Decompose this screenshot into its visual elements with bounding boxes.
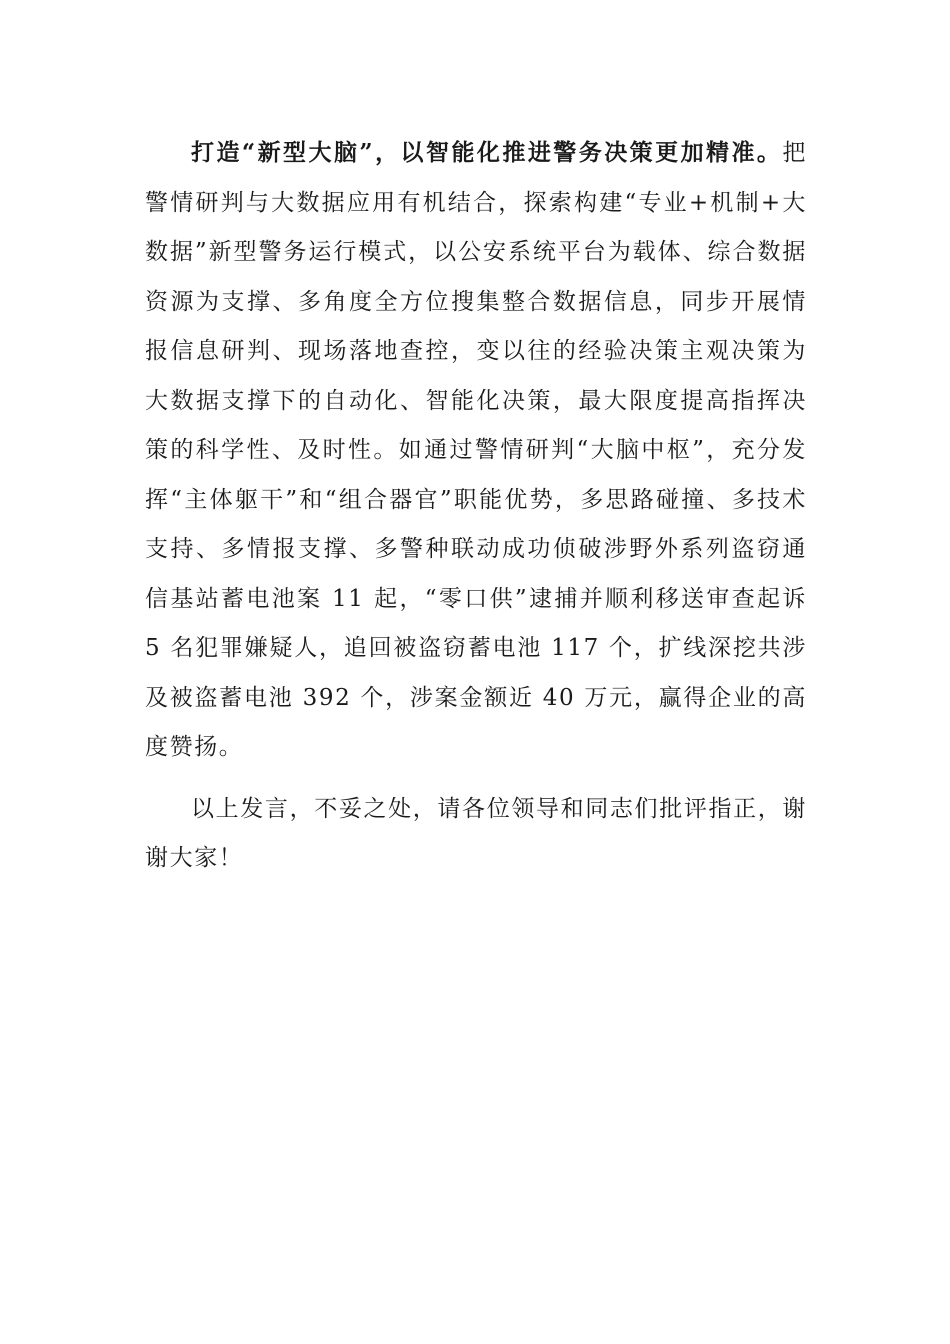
paragraph-body-text: 把警情研判与大数据应用有机结合，探索构建“专业+机制+大数据”新型警务运行模式，以公安系统平台为载体、综合数据资源为支撑、多角度全方位搜集整合数据信息，同步开展情报信息研判、现场落地查控，变以往的经验决策主观决策为大数据支撑下的自动化、智能化决策，最大限度提高指挥决策的科学性、及时性。如通过警情研判“大脑中枢”，充分发挥“主体躯干”和“组合器官”职能优势，多思路碰撞、多技术支持、多情报支撑、多警种联动成功侦破涉野外系列盗窃通信基站蓄电池案 11 起，“零口供”逮捕并顺利移送审查起诉 5 名犯罪嫌疑人，追回被盗窃蓄电池 117 个，扩线深挖共涉及被盗蓄电池 392 个，涉案金额近 40 万元，赢得企业的高度赞扬。	[145, 140, 807, 760]
paragraph-lead-heading: 打造“新型大脑”，以智能化推进警务决策更加精准。	[191, 139, 783, 166]
document-body	[145, 128, 807, 884]
closing-remarks: 以上发言，不妥之处，请各位领导和同志们批评指正，谢谢大家！	[145, 795, 807, 871]
paragraph-intelligent-policing	[145, 128, 807, 773]
